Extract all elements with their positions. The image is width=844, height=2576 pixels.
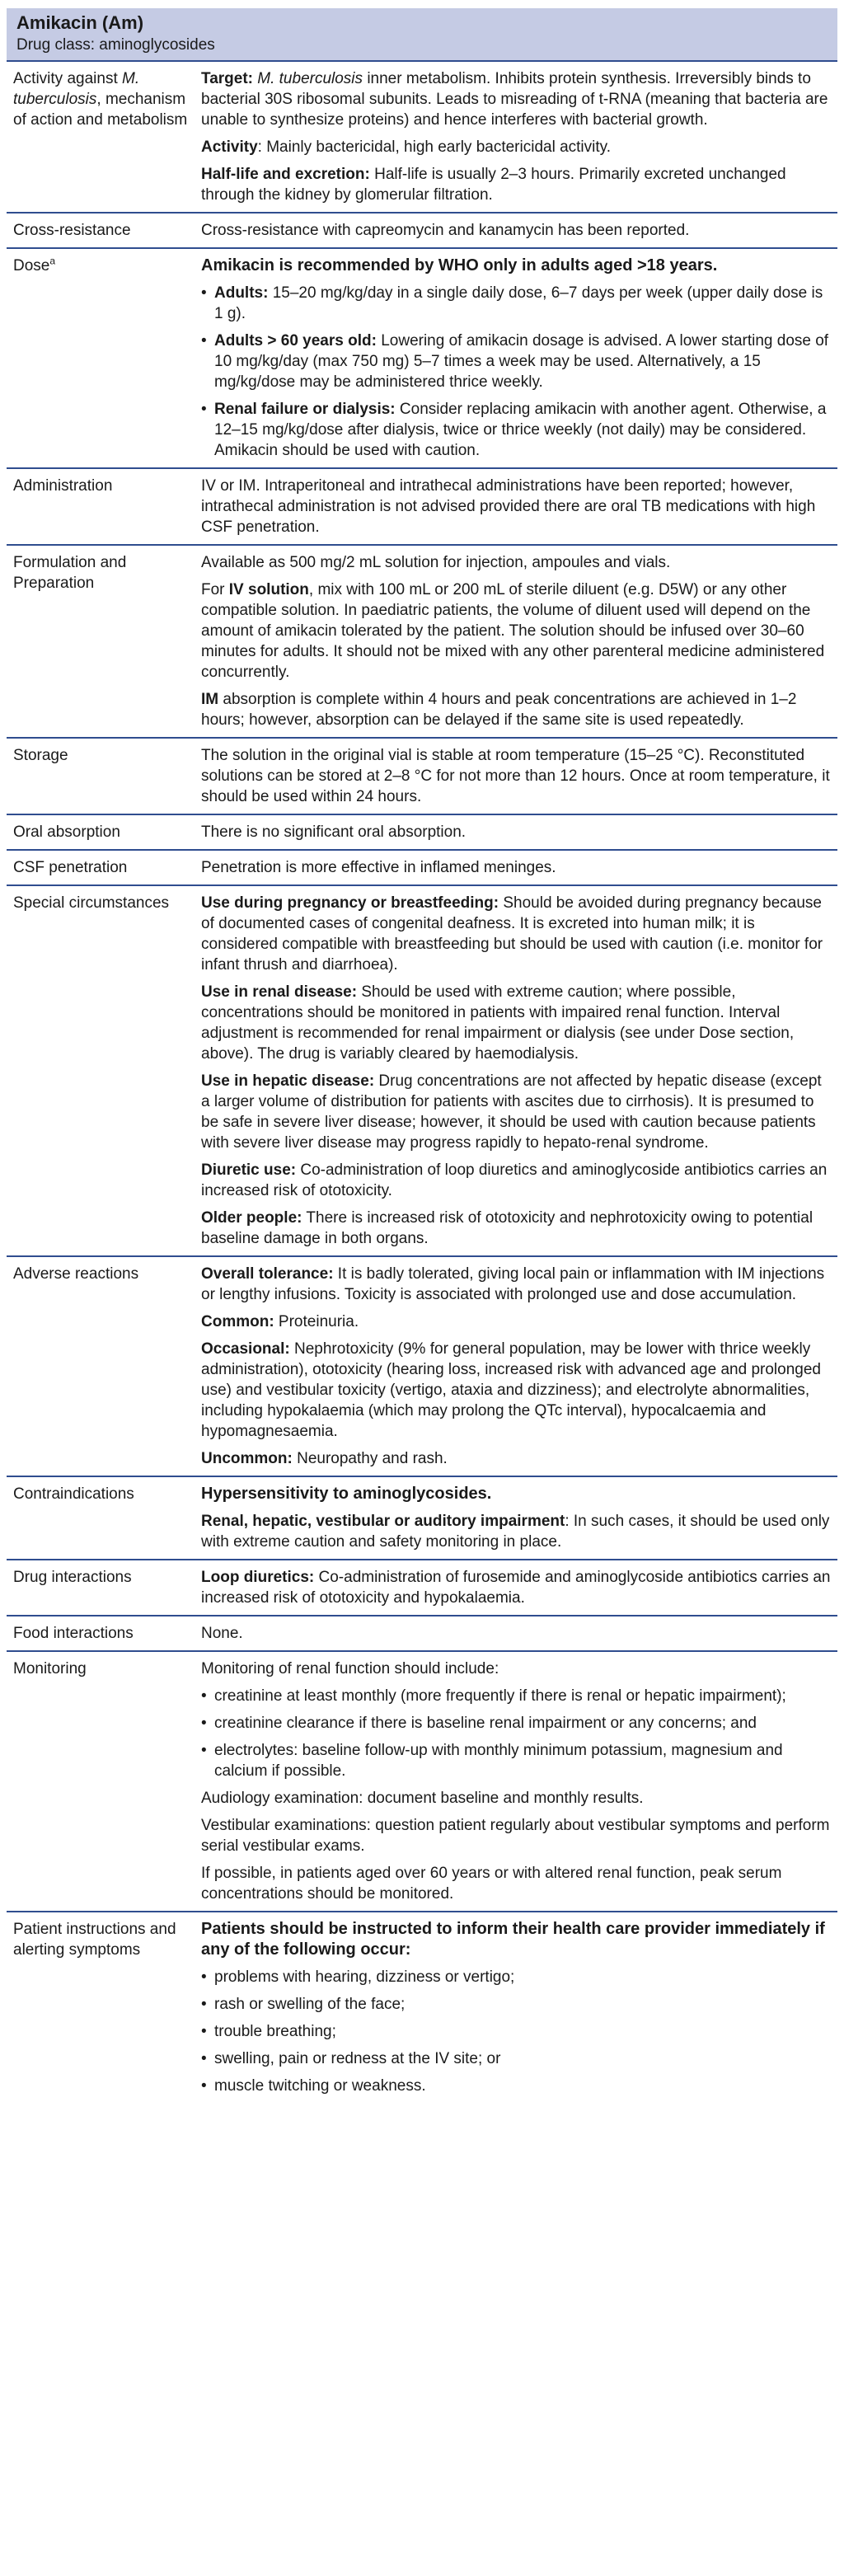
row-content: Cross-resistance with capreomycin and kanamycin has been reported. [201, 222, 690, 239]
row-activity [7, 62, 837, 213]
row-label: Dose$^a$ [13, 255, 56, 274]
patient-bullet: • swelling, pain or redness at the IV site; or [201, 2050, 501, 2067]
row-content: Penetration is more effective in inflamed meninges. [201, 859, 556, 876]
adverse-paragraph: Occasional: Nephrotoxicity (9% for general population, may be lower with thrice weekly administration), ototoxicity (hearing loss, increased risk with advanced age and prolonged use) and vestibular toxicity (vertigo, ataxia and dizziness); and electrolyte abnormalities, including hypokalaemia (which may prolong the QTc interval), hypocalcaemia and hypomagnesaemia. [201, 1340, 821, 1440]
patient-lead: Patients should be instructed to inform their health care provider immediately if any of the following occur: [201, 1920, 825, 1959]
adverse-paragraph: Overall tolerance: It is badly tolerated, giving local pain or inflammation with IM injections or lengthy infusions. Toxicity is associated with prolonged use and dose accumulation. [201, 1265, 825, 1303]
monitoring-paragraph: Vestibular examinations: question patient regularly about vestibular symptoms and perform serial vestibular exams. [201, 1817, 830, 1855]
monitoring-bullet: • creatinine at least monthly (more frequently if there is renal or hepatic impairment); [201, 1687, 786, 1705]
row-contraindications [7, 1477, 837, 1560]
row-content [191, 1912, 837, 2103]
row-label: Formulation and Preparation [13, 554, 127, 592]
activity-paragraph: Activity: Mainly bactericidal, high early bactericidal activity. [201, 138, 612, 156]
row-content [191, 1257, 837, 1476]
row-storage [7, 739, 837, 815]
row-label: Monitoring [13, 1660, 87, 1677]
row-content [191, 249, 837, 467]
row-patient-instructions [7, 1912, 837, 2103]
monitoring-paragraph: If possible, in patients aged over 60 years or with altered renal function, peak serum concentrations should be monitored. [201, 1865, 782, 1903]
patient-bullet: • rash or swelling of the face; [201, 1996, 406, 2013]
row-oral-absorption [7, 815, 837, 851]
row-content: The solution in the original vial is stable at room temperature (15–25 °C). Reconstituted solutions can be stored at 2–8 °C for not more than 12 hours. Once at room temperature, it should be used within 24 hours. [201, 747, 830, 805]
patient-bullet: • muscle twitching or weakness. [201, 2077, 426, 2095]
row-content [191, 1652, 837, 1911]
row-csf-penetration [7, 851, 837, 886]
adverse-paragraph: Common: Proteinuria. [201, 1313, 359, 1330]
footnote-marker: a [49, 255, 56, 267]
dose-bullet: • Adults: 15–20 mg/kg/day in a single daily dose, 6–7 days per week (upper daily dose is 1 g). [201, 284, 823, 322]
special-paragraph: Older people: There is increased risk of ototoxicity and nephrotoxicity owing to potential baseline damage in both organs. [201, 1209, 814, 1247]
row-formulation [7, 546, 837, 739]
special-paragraph: Diuretic use: Co-administration of loop diuretics and aminoglycoside antibiotics carries an increased risk of ototoxicity. [201, 1161, 828, 1199]
row-label: Food interactions [13, 1625, 134, 1642]
contraindication-lead: Hypersensitivity to aminoglycosides. [201, 1485, 492, 1503]
row-content [191, 62, 837, 212]
adverse-paragraph: Uncommon: Neuropathy and rash. [201, 1450, 448, 1467]
special-paragraph: Use in hepatic disease: Drug concentrations are not affected by hepatic disease (except a larger volume of distribution for patients with ascites due to cirrhosis). It is presumed to be safe in severe liver disease; however, it should be used with caution because patients with severe liver disease may progress rapidly to hepato-renal syndrome. [201, 1072, 822, 1152]
row-drug-interactions [7, 1560, 837, 1616]
patient-bullet: • trouble breathing; [201, 2023, 336, 2040]
row-label: Oral absorption [13, 823, 120, 841]
halflife-paragraph: Half-life and excretion: Half-life is usually 2–3 hours. Primarily excreted unchanged through the kidney by glomerular filtration. [201, 166, 786, 204]
row-label: Special circumstances [13, 894, 170, 912]
drug-title: Amikacin (Am) [16, 12, 144, 33]
row-content [191, 546, 837, 737]
dose-bullet: • Renal failure or dialysis: Consider replacing amikacin with another agent. Otherwise, a 12–15 mg/kg/dose after dialysis, twice or thrice weekly (not daily) may be considered. Amikacin should be used with caution. [201, 401, 827, 459]
special-paragraph: Use in renal disease: Should be used with extreme caution; where possible, concentrations should be monitored in patients with impaired renal function. Interval adjustment is recommended for renal impairment or dialysis (see under Dose section, above). The drug is variably cleared by haemodialysis. [201, 983, 795, 1063]
row-monitoring [7, 1652, 837, 1912]
row-content [191, 1477, 837, 1559]
row-label: Storage [13, 747, 68, 764]
target-paragraph: Target: M. tuberculosis inner metabolism. Inhibits protein synthesis. Irreversibly binds to bacterial 30S ribosomal subunits. Leads to misreading of t-RNA (meaning that bacteria are unable to synthesize proteins) and hence interferes with bacterial growth. [201, 70, 828, 129]
row-label: CSF penetration [13, 859, 128, 876]
row-special-circumstances [7, 886, 837, 1257]
row-food-interactions [7, 1616, 837, 1652]
row-administration [7, 469, 837, 546]
row-content: None. [201, 1625, 243, 1642]
monitoring-intro: Monitoring of renal function should include: [201, 1660, 499, 1677]
row-label: Contraindications [13, 1485, 134, 1503]
formulation-paragraph: For IV solution, mix with 100 mL or 200 mL of sterile diluent (e.g. D5W) or any other compatible solution. In paediatric patients, the volume of diluent used will depend on the amount of amikacin tolerated by the patient. The solution should be infused over 30–60 minutes for adults. It should not be mixed with any other parenteral medicine administered concurrently. [201, 581, 825, 681]
row-adverse-reactions [7, 1257, 837, 1477]
row-label: Activity against M. tuberculosis, mechanism of action and metabolism [13, 70, 188, 129]
monitoring-bullet: • electrolytes: baseline follow-up with monthly minimum potassium, magnesium and calcium if possible. [201, 1742, 783, 1780]
special-paragraph: Use during pregnancy or breastfeeding: Should be avoided during pregnancy because of documented cases of congenital deafness. It is excreted into human milk; it is considered compatible with breastfeeding but should be used with caution (i.e. monitor for infant thrush and diarrhoea). [201, 894, 823, 974]
row-content: There is no significant oral absorption. [201, 823, 467, 841]
drug-class: Drug class: aminoglycosides [16, 36, 215, 54]
formulation-paragraph: IM absorption is complete within 4 hours and peak concentrations are achieved in 1–2 hours; however, absorption can be delayed if the same site is used repeatedly. [201, 691, 797, 729]
row-label: Patient instructions and alerting symptoms [13, 1921, 176, 1959]
contraindication-paragraph: Renal, hepatic, vestibular or auditory impairment: In such cases, it should be used only with extreme caution and safety monitoring in place. [201, 1513, 830, 1551]
row-content [191, 886, 837, 1255]
formulation-paragraph: Available as 500 mg/2 mL solution for injection, ampoules and vials. [201, 554, 671, 571]
row-label: Adverse reactions [13, 1265, 139, 1283]
row-label: Cross-resistance [13, 222, 131, 239]
row-cross-resistance [7, 213, 837, 249]
monitoring-paragraph: Audiology examination: document baseline and monthly results. [201, 1790, 644, 1807]
row-label: Administration [13, 477, 113, 495]
dose-bullet: • Adults > 60 years old: Lowering of amikacin dosage is advised. A lower starting dose of 10 mg/kg/day (max 750 mg) 5–7 times a week may be used. Alternatively, a 15 mg/kg/dose may be administered thrice weekly. [201, 332, 829, 391]
dose-lead: Amikacin is recommended by WHO only in adults aged >18 years. [201, 256, 718, 274]
row-dose [7, 249, 837, 469]
monitoring-bullet: • creatinine clearance if there is baseline renal impairment or any concerns; and [201, 1715, 757, 1732]
row-content: Loop diuretics: Co-administration of furosemide and aminoglycoside antibiotics carries an increased risk of ototoxicity and hypokalaemia. [201, 1569, 831, 1607]
row-content: IV or IM. Intraperitoneal and intrathecal administrations have been reported; however, intrathecal administration is not advised provided there are oral TB medications with high CSF penetration. [201, 477, 816, 536]
monograph-header [7, 8, 837, 62]
row-label: Drug interactions [13, 1569, 132, 1586]
patient-bullet: • problems with hearing, dizziness or vertigo; [201, 1968, 515, 1986]
